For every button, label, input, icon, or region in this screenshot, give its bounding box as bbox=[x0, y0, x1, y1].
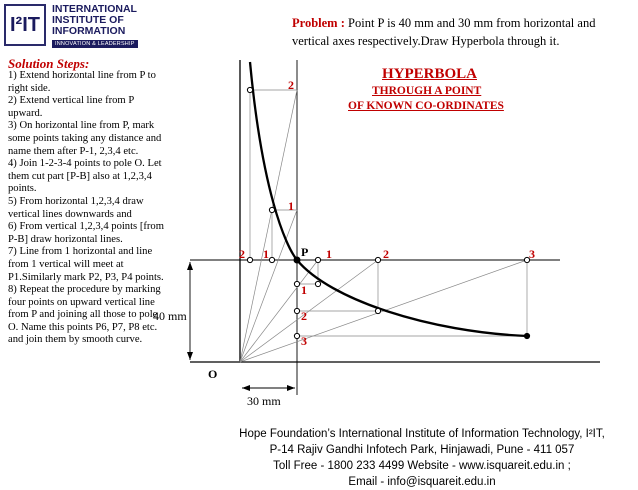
label-h1: 1 bbox=[326, 247, 332, 261]
dim-arrow-up bbox=[187, 262, 193, 270]
dim-arrow-left bbox=[242, 385, 250, 391]
step-item: 8) Repeat the procedure by marking four points on upward vertical line from P and joining all those to pole O. Name this points P6, P7, P8 etc. and join them by smooth curve. bbox=[8, 284, 161, 346]
point-marker bbox=[375, 257, 380, 262]
problem-label: Problem : bbox=[292, 16, 345, 30]
ray-to-v1 bbox=[240, 210, 297, 362]
point-marker bbox=[294, 281, 299, 286]
label-left-1: 1 bbox=[263, 247, 269, 261]
label-h2: 2 bbox=[383, 247, 389, 261]
point-marker bbox=[524, 333, 529, 338]
point-marker bbox=[315, 281, 320, 286]
point-marker bbox=[294, 257, 300, 263]
footer-line: Email - info@isquareit.edu.in bbox=[348, 476, 496, 488]
label-down-3: 3 bbox=[301, 334, 307, 348]
label-up-1: 1 bbox=[288, 199, 294, 213]
problem-text: Point P is 40 mm and 30 mm from horizontal and vertical axes respectively.Draw Hyperbola through it. bbox=[292, 16, 596, 48]
label-up-2: 2 bbox=[288, 78, 294, 92]
point-marker bbox=[247, 257, 252, 262]
ray-to-v2 bbox=[240, 90, 297, 362]
step-item: 5) From horizontal 1,2,3,4 draw vertical lines downwards and bbox=[8, 195, 144, 220]
footer-address bbox=[212, 426, 632, 490]
diagram-subtitle-1: THROUGH A POINT bbox=[372, 85, 482, 97]
label-left-2: 2 bbox=[239, 247, 245, 261]
footer-line: P-14 Rajiv Gandhi Infotech Park, Hinjawadi, Pune - 411 057 bbox=[269, 444, 575, 456]
construction-rays bbox=[240, 90, 527, 362]
logo-line: INSTITUTE OF bbox=[52, 14, 124, 26]
point-marker bbox=[269, 257, 274, 262]
step-item: 3) On horizontal line from P, mark some points taking any distance and name them after P-1, 2,3,4 etc. bbox=[8, 120, 162, 157]
logo-mark: I²IT bbox=[4, 4, 46, 46]
dim-30-label: 30 mm bbox=[247, 394, 281, 408]
label-p: P bbox=[301, 245, 309, 259]
point-marker bbox=[315, 257, 320, 262]
label-down-1: 1 bbox=[301, 283, 307, 297]
dim-40-label: 40 mm bbox=[153, 309, 187, 323]
point-marker bbox=[294, 308, 299, 313]
label-down-2: 2 bbox=[301, 309, 307, 323]
diagram-title: HYPERBOLA bbox=[382, 66, 478, 82]
step-item: 7) Line from 1 horizontal and line from 1 vertical will meet at P1.Similarly mark P2, P3, P4 points. bbox=[8, 246, 164, 283]
horizontal-projections bbox=[250, 90, 527, 336]
label-o: O bbox=[208, 367, 218, 381]
step-item: 4) Join 1-2-3-4 points to pole O. Let them cut part [P-B] also at 1,2,3,4 points. bbox=[8, 158, 162, 195]
footer-line: Hope Foundation’s International Institute of Information Technology, I²IT, bbox=[239, 428, 605, 440]
point-marker bbox=[269, 207, 274, 212]
point-marker bbox=[294, 333, 299, 338]
label-h3: 3 bbox=[529, 247, 535, 261]
dim-arrow-right bbox=[287, 385, 295, 391]
logo-tagline: INNOVATION & LEADERSHIP bbox=[52, 40, 138, 48]
dim-arrow-down bbox=[187, 352, 193, 360]
point-marker bbox=[247, 87, 252, 92]
solution-steps-title: Solution Steps: bbox=[8, 56, 90, 71]
step-item: 6) From vertical 1,2,3,4 points [from P-B] draw horizontal lines. bbox=[8, 221, 164, 245]
point-marker bbox=[375, 308, 380, 313]
logo-line: INTERNATIONAL bbox=[52, 3, 137, 15]
step-item: 2) Extend vertical line from P upward. bbox=[8, 95, 134, 119]
step-item: 1) Extend horizontal line from P to right side. bbox=[8, 70, 156, 94]
logo-line: INFORMATION bbox=[52, 25, 126, 37]
footer-line: Toll Free - 1800 233 4499 Website - www.isquareit.edu.in ; bbox=[273, 460, 571, 472]
diagram-subtitle-2: OF KNOWN CO-ORDINATES bbox=[348, 100, 504, 112]
